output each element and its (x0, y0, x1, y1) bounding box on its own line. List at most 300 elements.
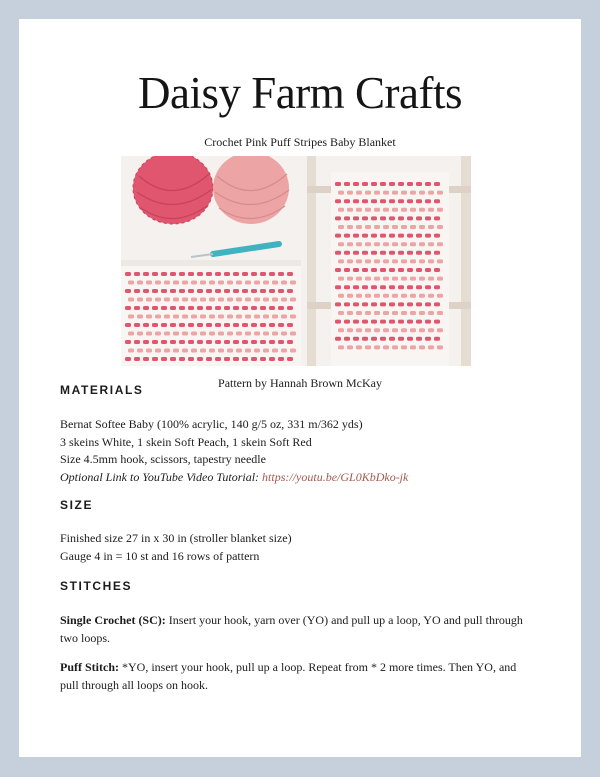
puff-stitch-mark (353, 337, 359, 341)
puff-stitch-mark (200, 281, 206, 285)
puff-stitch-mark (134, 357, 140, 361)
puff-stitch-mark (179, 357, 185, 361)
puff-stitch-mark (182, 315, 188, 319)
puff-stitch-mark (209, 315, 215, 319)
puff-stitch-mark (155, 332, 161, 336)
finished-size: Finished size 27 in x 30 in (stroller blanket size) (60, 531, 292, 545)
puff-stitch-mark (410, 208, 416, 212)
puff-stitch-mark (335, 216, 341, 220)
puff-stitch-mark (125, 306, 131, 310)
puff-stitch-mark (191, 332, 197, 336)
puff-stitch-mark (245, 332, 251, 336)
puff-stitch-mark (164, 281, 170, 285)
puff-stitch-mark (344, 182, 350, 186)
puff-stitch-mark (146, 298, 152, 302)
puff-stitch-mark (425, 199, 431, 203)
puff-stitch-mark (137, 298, 143, 302)
puff-stitch-mark (338, 294, 344, 298)
puff-stitch-mark (179, 323, 185, 327)
puff-stitch-mark (428, 277, 434, 281)
puff-stitch-mark (281, 281, 287, 285)
puff-stitch-mark (392, 345, 398, 349)
puff-stitch-mark (437, 345, 443, 349)
puff-stitch-mark (425, 320, 431, 324)
puff-stitch-mark (365, 311, 371, 315)
puff-stitch-mark (347, 259, 353, 263)
size-details (60, 530, 540, 565)
puff-stitch-mark (416, 320, 422, 324)
puff-stitch-mark (146, 315, 152, 319)
puff-stitch-mark (260, 306, 266, 310)
puff-stitch-mark (362, 216, 368, 220)
puff-stitch-mark (191, 298, 197, 302)
puff-stitch-mark (344, 199, 350, 203)
puff-stitch-mark (434, 302, 440, 306)
puff-stitch-mark (272, 349, 278, 353)
puff-stitch-mark (290, 332, 296, 336)
puff-stitch-mark (170, 340, 176, 344)
puff-stitch-mark (434, 182, 440, 186)
puff-stitch-mark (365, 242, 371, 246)
puff-stitch-mark (161, 289, 167, 293)
video-label: Optional Link to YouTube Video Tutorial: (60, 469, 260, 484)
blanket-photo-graphic (121, 156, 471, 366)
puff-stitch-mark (401, 225, 407, 229)
gauge: Gauge 4 in = 10 st and 16 rows of pattern (60, 548, 260, 563)
puff-stitch-mark (170, 289, 176, 293)
puff-stitch-mark (200, 315, 206, 319)
puff-stitch-mark (362, 268, 368, 272)
puff-stitch-mark (365, 191, 371, 195)
puff-stitch-mark (374, 259, 380, 263)
puff-stitch-mark (425, 251, 431, 255)
puff-stitch-mark (134, 306, 140, 310)
materials-colors: 3 skeins White, 1 skein Soft Peach, 1 skein Soft Red (60, 434, 312, 449)
puff-stitch-mark (389, 320, 395, 324)
puff-stitch-mark (227, 298, 233, 302)
puff-stitch-mark (356, 225, 362, 229)
puff-stitch-mark (374, 277, 380, 281)
puff-stitch-mark (206, 289, 212, 293)
puff-stitch-mark (347, 225, 353, 229)
puff-stitch-mark (371, 320, 377, 324)
puff-stitch-mark (380, 268, 386, 272)
puff-stitch-mark (209, 332, 215, 336)
puff-stitch-mark (401, 345, 407, 349)
puff-stitch-mark (437, 259, 443, 263)
materials-yarn: Bernat Softee Baby (100% acrylic, 140 g/5 oz, 331 m/362 yds) (60, 417, 363, 431)
puff-stitch-mark (371, 268, 377, 272)
puff-stitch-mark (191, 281, 197, 285)
puff-stitch-mark (356, 259, 362, 263)
puff-stitch-mark (437, 294, 443, 298)
puff-stitch-mark (362, 251, 368, 255)
puff-stitch-mark (278, 357, 284, 361)
puff-stitch-mark (161, 306, 167, 310)
puff-stitch-mark (425, 302, 431, 306)
puff-stitch-mark (269, 357, 275, 361)
puff-stitch-mark (374, 191, 380, 195)
puff-stitch-mark (374, 311, 380, 315)
puff-stitch-mark (236, 349, 242, 353)
page (19, 19, 581, 757)
puff-stitch-mark (407, 302, 413, 306)
puff-stitch-mark (152, 306, 158, 310)
puff-stitch-mark (365, 328, 371, 332)
puff-stitch-mark (434, 268, 440, 272)
puff-stitch-mark (347, 191, 353, 195)
puff-stitch-mark (383, 259, 389, 263)
puff-stitch-mark (392, 311, 398, 315)
puff-stitch-mark (353, 216, 359, 220)
puff-stitch-mark (128, 298, 134, 302)
puff-stitch-mark (356, 191, 362, 195)
puff-stitch-mark (137, 315, 143, 319)
puff-stitch-mark (242, 306, 248, 310)
puff-stitch-mark (365, 294, 371, 298)
puff-stitch-mark (353, 268, 359, 272)
puff-stitch-mark (206, 323, 212, 327)
puff-stitch-mark (389, 285, 395, 289)
puff-stitch-mark (170, 357, 176, 361)
puff-stitch-mark (236, 281, 242, 285)
puff-stitch-mark (263, 349, 269, 353)
puff-stitch-mark (398, 234, 404, 238)
puff-stitch-mark (419, 311, 425, 315)
puff-stitch-mark (392, 208, 398, 212)
puff-stitch-mark (242, 272, 248, 276)
puff-stitch-mark (401, 242, 407, 246)
puff-stitch-mark (419, 191, 425, 195)
puff-stitch-mark (371, 337, 377, 341)
puff-stitch-mark (383, 242, 389, 246)
puff-stitch-mark (251, 289, 257, 293)
puff-stitch-mark (281, 349, 287, 353)
puff-stitch-mark (179, 289, 185, 293)
puff-stitch-mark (437, 208, 443, 212)
puff-stitch-mark (251, 357, 257, 361)
puff-stitch-mark (197, 272, 203, 276)
puff-stitch-mark (188, 323, 194, 327)
puff-stitch-mark (416, 337, 422, 341)
puff-stitch-mark (179, 306, 185, 310)
puff-stitch-mark (269, 289, 275, 293)
puff-stitch-mark (434, 251, 440, 255)
puff-stitch-mark (362, 320, 368, 324)
puff-stitch-mark (200, 298, 206, 302)
materials-heading: MATERIALS (60, 383, 144, 397)
puff-stitch-mark (383, 191, 389, 195)
stitch-puff (60, 658, 530, 694)
puff-stitch-mark (407, 199, 413, 203)
puff-stitch-mark (383, 294, 389, 298)
puff-stitch-mark (392, 277, 398, 281)
puff-stitch-mark (278, 340, 284, 344)
puff-stitch-mark (425, 285, 431, 289)
puff-stitch-mark (260, 323, 266, 327)
puff-stitch-mark (125, 323, 131, 327)
puff-stitch-mark (383, 311, 389, 315)
puff-stitch-mark (236, 332, 242, 336)
puff-stitch-mark (434, 285, 440, 289)
puff-stitch-mark (161, 340, 167, 344)
stitch-single-crochet (60, 611, 530, 647)
puff-stitch-mark (224, 357, 230, 361)
puff-stitch-mark (371, 285, 377, 289)
puff-stitch-mark (362, 182, 368, 186)
puff-stitch-mark (287, 340, 293, 344)
puff-stitch-mark (380, 285, 386, 289)
puff-stitch-mark (389, 199, 395, 203)
puff-stitch-mark (143, 272, 149, 276)
puff-stitch-mark (374, 328, 380, 332)
puff-stitch-mark (407, 216, 413, 220)
puff-stitch-mark (392, 225, 398, 229)
puff-stitch-mark (137, 349, 143, 353)
puff-stitch-mark (218, 332, 224, 336)
puff-stitch-mark (371, 199, 377, 203)
puff-stitch-mark (287, 306, 293, 310)
puff-stitch-mark (416, 199, 422, 203)
puff-stitch-mark (182, 349, 188, 353)
puff-stitch-mark (419, 294, 425, 298)
puff-stitch-mark (173, 281, 179, 285)
puff-stitch-mark (428, 311, 434, 315)
puff-stitch-mark (218, 349, 224, 353)
puff-stitch-mark (392, 294, 398, 298)
puff-stitch-mark (290, 349, 296, 353)
puff-stitch-mark (356, 242, 362, 246)
puff-stitch-mark (272, 332, 278, 336)
puff-stitch-mark (353, 302, 359, 306)
puff-stitch-mark (161, 272, 167, 276)
puff-stitch-mark (437, 225, 443, 229)
puff-stitch-mark (374, 242, 380, 246)
puff-stitch-mark (407, 320, 413, 324)
puff-stitch-mark (401, 294, 407, 298)
puff-stitch-mark (290, 315, 296, 319)
puff-stitch-mark (389, 234, 395, 238)
puff-stitch-mark (398, 182, 404, 186)
puff-stitch-mark (356, 294, 362, 298)
puff-stitch-mark (347, 242, 353, 246)
puff-stitch-mark (188, 289, 194, 293)
puff-stitch-mark (344, 285, 350, 289)
puff-stitch-mark (407, 234, 413, 238)
puff-stitch-mark (437, 242, 443, 246)
puff-stitch-mark (437, 328, 443, 332)
puff-stitch-mark (353, 320, 359, 324)
pattern-credit: Pattern by Hannah Brown McKay (218, 376, 382, 390)
puff-stitch-mark (287, 357, 293, 361)
puff-stitch-mark (374, 225, 380, 229)
pattern-subtitle: Crochet Pink Puff Stripes Baby Blanket (204, 135, 396, 149)
puff-stitch-mark (392, 328, 398, 332)
puff-stitch-mark (407, 337, 413, 341)
puff-stitch-mark (419, 242, 425, 246)
puff-stitch-mark (272, 298, 278, 302)
puff-stitch-mark (371, 182, 377, 186)
puff-stitch-mark (206, 306, 212, 310)
puff-stitch-mark (173, 298, 179, 302)
puff-stitch-mark (398, 285, 404, 289)
puff-stitch-mark (398, 251, 404, 255)
puff-stitch-mark (419, 225, 425, 229)
sc-description: Insert your hook, yarn over (YO) and pull up a loop, YO and pull through two loops. (60, 613, 523, 645)
puff-stitch-mark (335, 268, 341, 272)
puff-stitch-mark (263, 315, 269, 319)
puff-stitch-mark (245, 349, 251, 353)
puff-stitch-mark (125, 357, 131, 361)
puff-stitch-mark (233, 323, 239, 327)
puff-stitch-mark (200, 349, 206, 353)
puff-stitch-mark (224, 340, 230, 344)
puff-stitch-mark (164, 349, 170, 353)
puff-stitch-mark (380, 199, 386, 203)
puff-stitch-mark (287, 289, 293, 293)
puff-stitch-mark (428, 242, 434, 246)
puff-stitch-mark (353, 182, 359, 186)
puff-stitch-mark (344, 234, 350, 238)
puff-stitch-mark (356, 328, 362, 332)
puff-stitch-mark (410, 242, 416, 246)
puff-stitch-mark (434, 320, 440, 324)
puff-stitch-mark (134, 289, 140, 293)
puff-stitch-mark (206, 357, 212, 361)
stitches-heading: STITCHES (60, 579, 133, 593)
puff-stitch-mark (365, 277, 371, 281)
puff-stitch-mark (278, 306, 284, 310)
puff-stitch-mark (347, 277, 353, 281)
puff-stitch-mark (362, 234, 368, 238)
puff-stitch-mark (146, 349, 152, 353)
puff-stitch-mark (209, 349, 215, 353)
puff-stitch-mark (206, 272, 212, 276)
video-link[interactable]: https://youtu.be/GL0KbDko-jk (262, 469, 409, 484)
puff-stitch-mark (419, 259, 425, 263)
puff-stitch-mark (254, 315, 260, 319)
puff-stitch-mark (425, 337, 431, 341)
puff-stitch-mark (365, 225, 371, 229)
puff-stitch-mark (398, 302, 404, 306)
puff-stitch-mark (197, 306, 203, 310)
puff-stitch-mark (269, 323, 275, 327)
puff-stitch-mark (425, 182, 431, 186)
puff-stitch-mark (161, 357, 167, 361)
puff-stitch-mark (233, 306, 239, 310)
puff-stitch-mark (335, 285, 341, 289)
puff-stitch-mark (362, 337, 368, 341)
puff-stitch-mark (134, 323, 140, 327)
puff-stitch-mark (263, 332, 269, 336)
puff-stitch-mark (389, 216, 395, 220)
puff-stitch-mark (338, 328, 344, 332)
puff-stitch-mark (152, 323, 158, 327)
puff-stitch-mark (335, 199, 341, 203)
puff-stitch-mark (338, 208, 344, 212)
puff-stitch-mark (347, 345, 353, 349)
puff-stitch-mark (224, 289, 230, 293)
puff-stitch-mark (227, 332, 233, 336)
puff-stitch-mark (227, 281, 233, 285)
puff-stitch-mark (365, 259, 371, 263)
puff-stitch-mark (428, 225, 434, 229)
puff-stitch-mark (410, 345, 416, 349)
puff-stitch-mark (410, 328, 416, 332)
puff-stitch-mark (152, 357, 158, 361)
puff-stitch-mark (188, 357, 194, 361)
puff-stitch-mark (353, 234, 359, 238)
puff-stitch-mark (401, 259, 407, 263)
puff-stitch-mark (215, 357, 221, 361)
puff-stitch-mark (242, 323, 248, 327)
puff-stitch-mark (380, 216, 386, 220)
puff-stitch-mark (233, 357, 239, 361)
puff-stitch-mark (347, 328, 353, 332)
puff-stitch-mark (407, 268, 413, 272)
puff-stitch-mark (155, 315, 161, 319)
puff-stitch-mark (353, 251, 359, 255)
puff-stitch-mark (410, 277, 416, 281)
puff-stitch-mark (182, 298, 188, 302)
puff-stitch-mark (434, 337, 440, 341)
puff-stitch-mark (161, 323, 167, 327)
puff-stitch-mark (416, 302, 422, 306)
puff-stitch-mark (407, 251, 413, 255)
puff-stitch-mark (347, 294, 353, 298)
puff-stitch-mark (125, 340, 131, 344)
puff-stitch-mark (380, 337, 386, 341)
puff-stitch-mark (188, 340, 194, 344)
puff-stitch-mark (398, 337, 404, 341)
puff-stitch-mark (242, 289, 248, 293)
puff-stitch-mark (209, 281, 215, 285)
puff-stitch-mark (365, 208, 371, 212)
puff-stitch-mark (335, 251, 341, 255)
puff-stitch-mark (392, 191, 398, 195)
puff-stitch-mark (344, 320, 350, 324)
puff-stitch-mark (428, 191, 434, 195)
puff-stitch-mark (416, 182, 422, 186)
puff-stitch-mark (344, 216, 350, 220)
puff-stitch-mark (137, 281, 143, 285)
puff-stitch-mark (416, 234, 422, 238)
puff-stitch-mark (245, 281, 251, 285)
puff-stitch-mark (272, 315, 278, 319)
puff-stitch-mark (401, 208, 407, 212)
puff-stitch-mark (215, 323, 221, 327)
puff-stitch-mark (398, 320, 404, 324)
puff-stitch-mark (269, 306, 275, 310)
puff-stitch-mark (410, 259, 416, 263)
puff-stitch-mark (338, 242, 344, 246)
puff-stitch-mark (410, 311, 416, 315)
puff-stitch-mark (419, 208, 425, 212)
brand-title: Daisy Farm Crafts (138, 68, 462, 118)
puff-stitch-mark (365, 345, 371, 349)
puff-stitch-mark (179, 272, 185, 276)
puff-stitch-mark (428, 208, 434, 212)
puff-stitch-mark (419, 328, 425, 332)
puff-stitch-mark (227, 349, 233, 353)
puff-stitch-mark (383, 277, 389, 281)
puff-stitch-mark (383, 225, 389, 229)
puff-stitch-mark (254, 281, 260, 285)
puff-stitch-mark (128, 332, 134, 336)
puff-stitch-mark (164, 315, 170, 319)
puff-stitch-mark (197, 340, 203, 344)
puff-stitch-mark (362, 285, 368, 289)
